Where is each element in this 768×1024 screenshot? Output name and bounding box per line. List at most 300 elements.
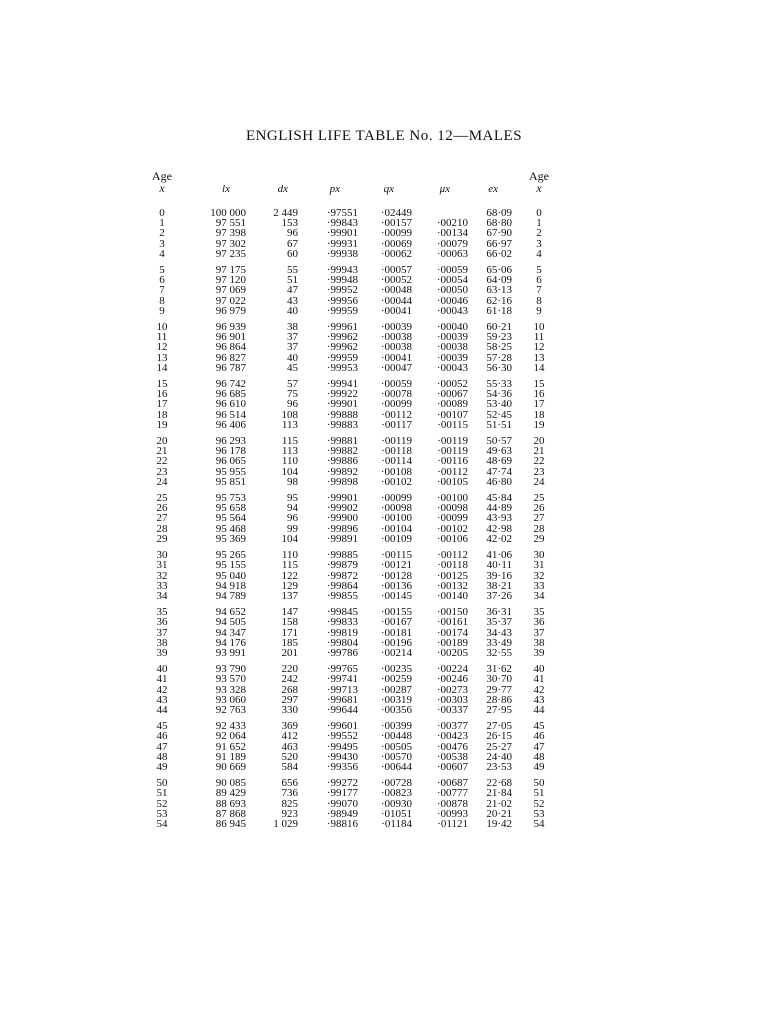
- cell-qx: ·00108: [380, 465, 412, 478]
- cell-dx: 37: [287, 341, 298, 354]
- cell-lx: 93 060: [215, 693, 246, 706]
- cell-qx: ·00059: [380, 378, 412, 391]
- cell-lx: 97 120: [215, 274, 246, 287]
- cell-lx: 95 369: [215, 532, 246, 545]
- cell-ex: 56·30: [486, 361, 512, 374]
- table-row: [148, 705, 560, 715]
- cell-px: ·99952: [326, 284, 358, 297]
- cell-mux: ·00102: [436, 522, 468, 535]
- cell-ex: 37·26: [486, 589, 512, 602]
- cell-px: ·99959: [326, 304, 358, 317]
- cell-dx: 1 029: [273, 817, 298, 830]
- header-age: [148, 170, 176, 208]
- cell-px: ·99430: [326, 750, 358, 763]
- cell-lx: 97 302: [215, 237, 246, 250]
- cell-qx: ·00038: [380, 331, 412, 344]
- cell-mux: ·00189: [436, 636, 468, 649]
- cell-dx: 158: [281, 616, 298, 629]
- cell-age: 46: [156, 730, 168, 743]
- cell-age: 4: [159, 247, 165, 260]
- cell-lx: 97 398: [215, 227, 246, 240]
- cell-mux: ·00140: [436, 589, 468, 602]
- cell-age: 28: [156, 522, 168, 535]
- cell-ex: 47·74: [486, 465, 512, 478]
- cell-age: 37: [156, 626, 168, 639]
- cell-mux: ·00039: [436, 331, 468, 344]
- cell-age-right: 13: [533, 351, 545, 364]
- page-title: ENGLISH LIFE TABLE No. 12—MALES: [245, 128, 523, 144]
- cell-age-right: 42: [533, 683, 545, 696]
- cell-ex: 36·31: [486, 606, 512, 619]
- cell-lx: 97 069: [215, 284, 246, 297]
- cell-lx: 97 022: [215, 294, 246, 307]
- cell-ex: 49·63: [486, 445, 512, 458]
- cell-age-right: 50: [533, 777, 545, 790]
- cell-age-right: 49: [533, 760, 545, 773]
- cell-dx: 98: [287, 475, 298, 488]
- cell-qx: ·00167: [380, 616, 412, 629]
- cell-lx: 92 763: [215, 703, 246, 716]
- cell-qx: ·00100: [380, 512, 412, 525]
- cell-ex: 52·45: [486, 408, 512, 421]
- cell-qx: ·00057: [380, 264, 412, 277]
- table-row: [148, 259, 560, 275]
- cell-age-right: 46: [533, 730, 545, 743]
- cell-mux: ·00210: [436, 217, 468, 230]
- cell-dx: 369: [281, 720, 298, 733]
- cell-age: 18: [156, 408, 168, 421]
- cell-ex: 63·13: [486, 284, 512, 297]
- cell-ex: 22·68: [486, 777, 512, 790]
- header-age-label-right: Age: [529, 169, 549, 183]
- cell-ex: 68·80: [486, 217, 512, 230]
- cell-ex: 67·90: [486, 227, 512, 240]
- cell-px: ·99495: [326, 740, 358, 753]
- cell-ex: 40·11: [486, 559, 512, 572]
- cell-qx: ·00099: [380, 227, 412, 240]
- cell-dx: 108: [281, 408, 298, 421]
- cell-ex: 20·21: [486, 807, 512, 820]
- cell-dx: 113: [281, 445, 298, 458]
- cell-dx: 104: [281, 532, 298, 545]
- cell-px: ·99959: [326, 351, 358, 364]
- cell-qx: ·00356: [380, 703, 412, 716]
- cell-qx: ·00930: [380, 797, 412, 810]
- cell-lx: 97 235: [215, 247, 246, 260]
- cell-ex: 68·09: [486, 207, 512, 219]
- cell-px: ·99601: [326, 720, 358, 733]
- cell-age: 51: [156, 787, 168, 800]
- cell-age: 25: [156, 492, 168, 505]
- cell-ex: 61·18: [486, 304, 512, 317]
- header-age-label: Age: [152, 169, 172, 183]
- header-dx: dx: [277, 182, 288, 195]
- cell-px: ·99938: [326, 247, 358, 260]
- cell-lx: 86 945: [215, 817, 246, 830]
- table-row: [148, 560, 560, 570]
- cell-ex: 42·02: [486, 532, 512, 545]
- cell-lx: 96 065: [215, 455, 246, 468]
- cell-lx: 95 658: [215, 502, 246, 515]
- cell-age-right: 41: [533, 673, 545, 686]
- cell-mux: ·01121: [437, 817, 468, 830]
- cell-ex: 34·43: [486, 626, 512, 639]
- cell-qx: ·00448: [380, 730, 412, 743]
- cell-lx: 93 790: [215, 663, 246, 676]
- cell-age: 1: [159, 217, 165, 230]
- cell-px: ·99901: [326, 398, 358, 411]
- cell-dx: 242: [281, 673, 298, 686]
- cell-age: 16: [156, 388, 168, 401]
- cell-ex: 65·06: [486, 264, 512, 277]
- cell-age: 7: [159, 284, 165, 297]
- cell-lx: 96 293: [215, 435, 246, 448]
- cell-dx: 57: [287, 378, 298, 391]
- cell-age: 36: [156, 616, 168, 629]
- cell-dx: 47: [287, 284, 298, 297]
- cell-age-right: 32: [533, 569, 545, 582]
- cell-px: ·99833: [326, 616, 358, 629]
- table-row: [148, 617, 560, 627]
- cell-px: ·99892: [326, 465, 358, 478]
- cell-mux: ·00039: [436, 351, 468, 364]
- cell-age-right: 48: [533, 750, 545, 763]
- table-row: [148, 658, 560, 674]
- cell-dx: 45: [287, 361, 298, 374]
- cell-px: ·99681: [326, 693, 358, 706]
- cell-ex: 58·25: [486, 341, 512, 354]
- cell-age-right: 37: [533, 626, 545, 639]
- cell-age: 33: [156, 579, 168, 592]
- table-row: [148, 819, 560, 829]
- cell-ex: 66·02: [486, 247, 512, 260]
- cell-age: 35: [156, 606, 168, 619]
- cell-qx: ·00157: [380, 217, 412, 230]
- cell-dx: 40: [287, 351, 298, 364]
- cell-qx: ·00115: [381, 549, 412, 562]
- cell-dx: 330: [281, 703, 298, 716]
- cell-mux: ·00067: [436, 388, 468, 401]
- cell-lx: 94 652: [215, 606, 246, 619]
- cell-mux: ·00273: [436, 683, 468, 696]
- cell-ex: 39·16: [486, 569, 512, 582]
- cell-lx: 96 864: [215, 341, 246, 354]
- cell-px: ·98949: [326, 807, 358, 820]
- cell-mux: ·00098: [436, 502, 468, 515]
- cell-px: ·99855: [326, 589, 358, 602]
- cell-lx: 92 064: [215, 730, 246, 743]
- cell-lx: 97 175: [215, 264, 246, 277]
- cell-mux: ·00099: [436, 512, 468, 525]
- cell-qx: ·00196: [380, 636, 412, 649]
- cell-qx: ·00038: [380, 341, 412, 354]
- cell-ex: 28·86: [486, 693, 512, 706]
- cell-ex: 50·57: [486, 435, 512, 448]
- cell-age-right: 23: [533, 465, 545, 478]
- cell-qx: ·00136: [380, 579, 412, 592]
- cell-age-right: 39: [533, 646, 545, 659]
- cell-age: 29: [156, 532, 168, 545]
- cell-px: ·99879: [326, 559, 358, 572]
- cell-age: 45: [156, 720, 168, 733]
- cell-qx: ·00181: [380, 626, 412, 639]
- cell-age: 31: [156, 559, 168, 572]
- cell-age: 24: [156, 475, 168, 488]
- cell-px: ·99883: [326, 418, 358, 431]
- cell-px: ·99885: [326, 549, 358, 562]
- cell-lx: 96 901: [215, 331, 246, 344]
- cell-lx: 94 347: [215, 626, 246, 639]
- cell-lx: 100 000: [210, 207, 246, 219]
- cell-px: ·99898: [326, 475, 358, 488]
- cell-dx: 67: [287, 237, 298, 250]
- cell-age-right: 5: [536, 264, 542, 277]
- cell-age-right: 12: [533, 341, 545, 354]
- table-row: [148, 772, 560, 788]
- cell-dx: 99: [287, 522, 298, 535]
- cell-px: ·99272: [326, 777, 358, 790]
- cell-qx: ·00823: [380, 787, 412, 800]
- cell-qx: ·00102: [380, 475, 412, 488]
- cell-dx: 185: [281, 636, 298, 649]
- cell-age: 9: [159, 304, 165, 317]
- cell-qx: ·00128: [380, 569, 412, 582]
- cell-dx: 96: [287, 512, 298, 525]
- cell-px: ·99888: [326, 408, 358, 421]
- cell-px: ·99644: [326, 703, 358, 716]
- cell-qx: ·00047: [380, 361, 412, 374]
- cell-age-right: 51: [533, 787, 545, 800]
- cell-mux: ·00476: [436, 740, 468, 753]
- table-row: [148, 363, 560, 373]
- cell-age: 47: [156, 740, 168, 753]
- cell-age-right: 24: [533, 475, 545, 488]
- cell-qx: ·00109: [380, 532, 412, 545]
- cell-lx: 93 570: [215, 673, 246, 686]
- cell-age: 44: [156, 703, 168, 716]
- cell-dx: 95: [287, 492, 298, 505]
- cell-age: 20: [156, 435, 168, 448]
- life-table-grid: [148, 170, 560, 829]
- cell-qx: ·00114: [381, 455, 412, 468]
- cell-age: 23: [156, 465, 168, 478]
- cell-lx: 95 265: [215, 549, 246, 562]
- table-row: [148, 249, 560, 259]
- cell-qx: ·00121: [380, 559, 412, 572]
- cell-px: ·99819: [326, 626, 358, 639]
- cell-ex: 53·40: [486, 398, 512, 411]
- header-lx: lx: [222, 182, 230, 195]
- table-row: [148, 648, 560, 658]
- cell-px: ·97551: [326, 207, 358, 219]
- cell-mux: ·00687: [436, 777, 468, 790]
- cell-qx: ·00048: [380, 284, 412, 297]
- cell-mux: ·00054: [436, 274, 468, 287]
- cell-qx: ·00155: [380, 606, 412, 619]
- cell-mux: ·00046: [436, 294, 468, 307]
- cell-mux: ·00119: [437, 435, 468, 448]
- table-body: [148, 208, 560, 829]
- cell-age-right: 11: [533, 331, 545, 344]
- cell-lx: 96 827: [215, 351, 246, 364]
- cell-lx: 96 742: [215, 378, 246, 391]
- cell-ex: 21·84: [486, 787, 512, 800]
- cell-ex: 54·36: [486, 388, 512, 401]
- table-row: [148, 762, 560, 772]
- cell-age: 11: [156, 331, 168, 344]
- table-row: [148, 477, 560, 487]
- cell-px: ·99177: [326, 787, 358, 800]
- cell-age-right: 14: [533, 361, 545, 374]
- cell-qx: ·00570: [380, 750, 412, 763]
- cell-qx: ·00214: [380, 646, 412, 659]
- cell-qx: ·02449: [380, 207, 412, 219]
- cell-age-right: 44: [533, 703, 545, 716]
- cell-mux: ·00337: [436, 703, 468, 716]
- cell-ex: 46·80: [486, 475, 512, 488]
- cell-age-right: 19: [533, 418, 545, 431]
- cell-dx: 96: [287, 398, 298, 411]
- cell-ex: 64·09: [486, 274, 512, 287]
- cell-age-right: 10: [533, 321, 545, 334]
- cell-age-right: 34: [533, 589, 545, 602]
- cell-qx: ·01184: [381, 817, 412, 830]
- cell-qx: ·00099: [380, 492, 412, 505]
- cell-px: ·99864: [326, 579, 358, 592]
- cell-dx: 75: [287, 388, 298, 401]
- cell-qx: ·00099: [380, 398, 412, 411]
- cell-lx: 97 551: [215, 217, 246, 230]
- cell-lx: 95 753: [215, 492, 246, 505]
- cell-dx: 137: [281, 589, 298, 602]
- cell-mux: ·00115: [437, 418, 468, 431]
- cell-mux: ·00150: [436, 606, 468, 619]
- cell-dx: 55: [287, 264, 298, 277]
- cell-lx: 96 685: [215, 388, 246, 401]
- cell-qx: ·00505: [380, 740, 412, 753]
- cell-qx: ·00041: [380, 304, 412, 317]
- cell-age-right: 0: [536, 207, 542, 219]
- cell-lx: 96 178: [215, 445, 246, 458]
- cell-age-right: 20: [533, 435, 545, 448]
- table-row: [148, 316, 560, 332]
- cell-px: ·99961: [326, 321, 358, 334]
- life-table: [148, 170, 560, 829]
- cell-qx: ·01051: [380, 807, 412, 820]
- cell-mux: ·00134: [436, 227, 468, 240]
- cell-dx: 115: [281, 559, 298, 572]
- cell-mux: ·00118: [437, 559, 468, 572]
- cell-dx: 38: [287, 321, 298, 334]
- cell-ex: 25·27: [486, 740, 512, 753]
- cell-mux: ·00038: [436, 341, 468, 354]
- cell-age: 40: [156, 663, 168, 676]
- cell-age-right: 15: [533, 378, 545, 391]
- cell-px: ·99891: [326, 532, 358, 545]
- cell-age: 41: [156, 673, 168, 686]
- cell-age: 53: [156, 807, 168, 820]
- cell-lx: 96 939: [215, 321, 246, 334]
- header-px: px: [329, 182, 340, 195]
- cell-px: ·99948: [326, 274, 358, 287]
- cell-px: ·99953: [326, 361, 358, 374]
- cell-qx: ·00104: [380, 522, 412, 535]
- cell-px: ·99902: [326, 502, 358, 515]
- cell-lx: 94 176: [215, 636, 246, 649]
- cell-age: 6: [159, 274, 165, 287]
- cell-age: 50: [156, 777, 168, 790]
- cell-dx: 129: [281, 579, 298, 592]
- cell-dx: 656: [281, 777, 298, 790]
- cell-age-right: 40: [533, 663, 545, 676]
- cell-px: ·99765: [326, 663, 358, 676]
- cell-mux: ·00100: [436, 492, 468, 505]
- cell-qx: ·00259: [380, 673, 412, 686]
- cell-lx: 96 610: [215, 398, 246, 411]
- cell-mux: ·00107: [436, 408, 468, 421]
- cell-age-right: 1: [536, 217, 542, 230]
- cell-px: ·99843: [326, 217, 358, 230]
- cell-age-right: 18: [533, 408, 545, 421]
- cell-mux: ·00105: [436, 475, 468, 488]
- cell-dx: 736: [281, 787, 298, 800]
- cell-qx: ·00644: [380, 760, 412, 773]
- cell-dx: 122: [281, 569, 298, 582]
- cell-age: 8: [159, 294, 165, 307]
- cell-lx: 94 505: [215, 616, 246, 629]
- cell-px: ·99713: [326, 683, 358, 696]
- cell-dx: 412: [281, 730, 298, 743]
- cell-lx: 87 868: [215, 807, 246, 820]
- cell-qx: ·00069: [380, 237, 412, 250]
- cell-ex: 32·55: [486, 646, 512, 659]
- cell-age-right: 54: [533, 817, 545, 830]
- cell-ex: 23·53: [486, 760, 512, 773]
- cell-lx: 93 991: [215, 646, 246, 659]
- cell-ex: 45·84: [486, 492, 512, 505]
- cell-ex: 51·51: [486, 418, 512, 431]
- cell-age: 2: [159, 227, 165, 240]
- cell-mux: ·00161: [436, 616, 468, 629]
- cell-age: 12: [156, 341, 168, 354]
- cell-mux: ·00112: [437, 465, 468, 478]
- cell-px: ·98816: [326, 817, 358, 830]
- cell-mux: ·00224: [436, 663, 468, 676]
- header-ex: ex: [488, 182, 498, 195]
- table-row: [148, 430, 560, 446]
- cell-mux: ·00993: [436, 807, 468, 820]
- cell-px: ·99896: [326, 522, 358, 535]
- cell-age-right: 27: [533, 512, 545, 525]
- cell-dx: 60: [287, 247, 298, 260]
- cell-qx: ·00078: [380, 388, 412, 401]
- cell-dx: 110: [281, 455, 298, 468]
- cell-mux: ·00043: [436, 304, 468, 317]
- table-row: [148, 487, 560, 503]
- cell-age: 30: [156, 549, 168, 562]
- table-row: [148, 715, 560, 731]
- cell-lx: 90 669: [215, 760, 246, 773]
- cell-mux: ·00878: [436, 797, 468, 810]
- cell-age: 15: [156, 378, 168, 391]
- table-row: [148, 534, 560, 544]
- cell-ex: 59·23: [486, 331, 512, 344]
- cell-qx: ·00041: [380, 351, 412, 364]
- cell-dx: 113: [281, 418, 298, 431]
- cell-age-right: 22: [533, 455, 545, 468]
- cell-age-right: 33: [533, 579, 545, 592]
- cell-mux: ·00423: [436, 730, 468, 743]
